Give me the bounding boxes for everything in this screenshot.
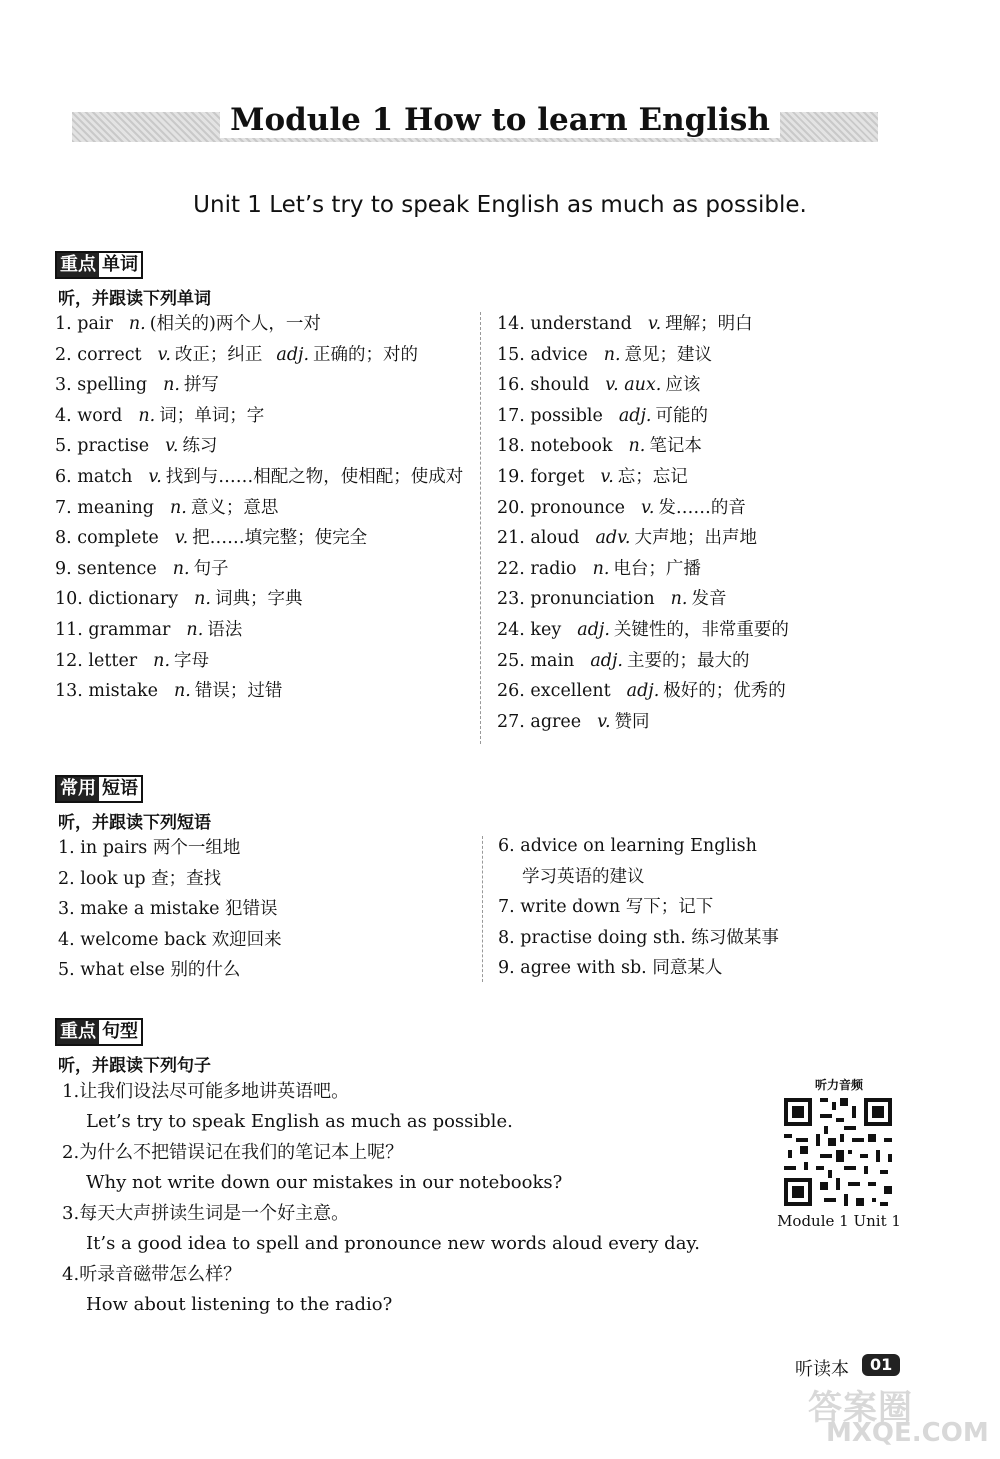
word-text: agree <box>530 711 582 732</box>
part-of-speech: n. <box>628 436 646 457</box>
word-text: should <box>530 375 590 396</box>
phrase-chinese: 犯错误 <box>225 899 278 920</box>
word-meaning: 大声地；出声地 <box>634 528 757 549</box>
part-of-speech: v. aux. <box>605 375 662 396</box>
word-meaning: 极好的；优秀的 <box>663 681 786 702</box>
phrase-number: 6. <box>498 836 515 856</box>
badge-light-part: 短语 <box>99 777 141 801</box>
word-entry <box>55 646 465 677</box>
word-entry <box>497 401 917 432</box>
sentence-entry <box>62 1259 762 1320</box>
part-of-speech: n. <box>172 558 190 579</box>
word-meaning: 练习 <box>182 436 218 457</box>
sentence-number: 4. <box>62 1264 80 1285</box>
word-text: notebook <box>530 436 613 457</box>
word-entry <box>497 340 917 371</box>
word-meaning: 发音 <box>691 589 727 610</box>
sentence-chinese <box>62 1198 762 1229</box>
word-number: 26. <box>497 681 525 702</box>
word-number: 22. <box>497 558 525 579</box>
part-of-speech: adj. <box>276 344 310 365</box>
part-of-speech: adj. <box>577 619 610 640</box>
word-entry <box>497 523 917 554</box>
word-number: 3. <box>55 375 72 396</box>
phrase-chinese: 别的什么 <box>170 960 241 981</box>
word-entry <box>55 431 465 462</box>
word-text: key <box>530 619 562 640</box>
phrase-chinese: 两个一组地 <box>152 838 241 858</box>
part-of-speech: v. <box>148 466 162 487</box>
word-text: forget <box>530 466 585 487</box>
word-meaning: 发……的音 <box>658 497 746 518</box>
phrase-english: welcome back <box>80 929 207 950</box>
sentence-entry <box>62 1137 762 1198</box>
word-number: 12. <box>55 650 83 671</box>
phrase-english: what else <box>80 960 165 981</box>
word-number: 11. <box>55 619 83 640</box>
phrase-chinese: 练习做某事 <box>691 927 779 948</box>
sentence-number: 3. <box>62 1203 80 1224</box>
part-of-speech: adv. <box>595 528 631 549</box>
words-divider <box>480 312 481 744</box>
sentence-chinese-text: 让我们设法尽可能多地讲英语吧。 <box>79 1081 350 1102</box>
word-entry <box>55 554 465 585</box>
sentence-chinese-text: 听录音磁带怎么样？ <box>79 1264 242 1285</box>
part-of-speech: v. <box>600 466 614 487</box>
word-entry <box>55 676 465 707</box>
word-number: 1. <box>55 314 72 334</box>
word-meaning: 错误；过错 <box>194 681 283 702</box>
word-number: 4. <box>55 405 72 426</box>
word-entry <box>55 493 465 524</box>
word-text: correct <box>77 344 142 365</box>
word-entry <box>55 462 465 493</box>
phrase-english: write down <box>520 897 621 918</box>
word-text: excellent <box>530 681 611 702</box>
phrase-english: advice on learning English <box>520 836 757 856</box>
word-meaning: 拼写 <box>183 375 219 396</box>
part-of-speech: n. <box>592 558 610 579</box>
sentence-entry <box>62 1198 762 1259</box>
phrase-english: practise doing sth. <box>520 927 686 948</box>
word-number: 10. <box>55 589 83 610</box>
words-section-badge <box>55 251 143 279</box>
word-text: understand <box>530 314 632 334</box>
phrases-list-left <box>58 833 468 986</box>
badge-dark-part: 重点 <box>57 1020 99 1044</box>
qr-label: 听力音频 <box>814 1078 863 1092</box>
phrases-section-badge <box>55 775 143 803</box>
sentence-chinese-text: 为什么不把错误记在我们的笔记本上呢？ <box>79 1142 404 1163</box>
word-number: 17. <box>497 405 525 426</box>
phrase-number: 3. <box>58 899 75 920</box>
word-meaning: 正确的；对的 <box>313 344 419 365</box>
word-number: 19. <box>497 466 525 487</box>
word-entry <box>497 462 917 493</box>
word-number: 21. <box>497 528 525 549</box>
word-text: practise <box>77 436 150 457</box>
qr-code-icon[interactable] <box>780 1094 896 1210</box>
badge-dark-part: 常用 <box>57 777 99 801</box>
phrase-entry <box>58 955 468 986</box>
word-meaning: 字母 <box>174 650 210 671</box>
sentence-chinese <box>62 1137 762 1168</box>
phrase-entry <box>58 925 468 956</box>
word-text: spelling <box>77 375 148 396</box>
phrase-chinese: 学习英语的建议 <box>522 866 645 887</box>
word-meaning: 忘；忘记 <box>617 466 688 487</box>
word-number: 8. <box>55 528 72 549</box>
sentences-instruction: 听，并跟读下列句子 <box>58 1056 211 1076</box>
word-entry <box>55 615 465 646</box>
word-text: advice <box>530 344 588 365</box>
word-number: 6. <box>55 466 72 487</box>
phrase-entry <box>498 892 918 923</box>
word-number: 9. <box>55 558 72 579</box>
word-meaning: 可能的 <box>655 405 708 426</box>
part-of-speech: v. <box>174 528 189 549</box>
word-entry <box>497 615 917 646</box>
word-entry <box>55 401 465 432</box>
word-text: pronunciation <box>530 589 655 610</box>
badge-light-part: 句型 <box>99 1020 141 1044</box>
sentences-list <box>62 1076 762 1320</box>
unit-title: Unit 1 Let’s try to speak English as much as possible. <box>193 192 807 218</box>
part-of-speech: adj. <box>626 681 660 702</box>
phrase-english: look up <box>80 868 146 889</box>
badge-light-part: 单词 <box>99 253 141 277</box>
phrase-entry <box>498 831 918 892</box>
word-meaning: 意见；建议 <box>624 344 713 365</box>
word-entry <box>497 493 917 524</box>
word-meaning: 赞同 <box>614 711 650 732</box>
phrase-entry <box>58 833 468 864</box>
page-number: 01 <box>862 1354 900 1376</box>
sentence-english: How about listening to the radio? <box>86 1294 393 1315</box>
word-number: 20. <box>497 497 525 518</box>
word-text: mistake <box>88 681 159 702</box>
words-list-right <box>497 309 917 737</box>
footer-label: 听读本 <box>795 1359 849 1380</box>
sentence-english: Why not write down our mistakes in our notebooks? <box>86 1172 563 1193</box>
word-text: main <box>530 650 575 671</box>
word-meaning: 改正；纠正 <box>174 344 263 365</box>
word-number: 16. <box>497 375 525 396</box>
phrase-number: 8. <box>498 927 515 948</box>
part-of-speech: n. <box>163 375 180 396</box>
phrases-divider <box>482 836 483 982</box>
qr-caption: Module 1 Unit 1 <box>777 1212 901 1230</box>
word-text: possible <box>530 405 603 426</box>
phrase-chinese: 写下；记下 <box>625 897 714 918</box>
word-entry <box>497 431 917 462</box>
phrase-number: 4. <box>58 929 75 950</box>
word-number: 14. <box>497 314 525 334</box>
word-entry <box>497 309 917 340</box>
part-of-speech: n. <box>603 344 621 365</box>
part-of-speech: n. <box>174 681 191 702</box>
word-meaning: 电台；广播 <box>613 558 701 579</box>
module-title: Module 1 How to learn English <box>0 102 1000 138</box>
part-of-speech: v. <box>157 344 171 365</box>
word-number: 24. <box>497 619 525 640</box>
watermark-url: MXQE.COM <box>826 1418 989 1448</box>
word-number: 2. <box>55 344 72 365</box>
phrase-number: 1. <box>58 838 75 858</box>
word-text: radio <box>530 558 577 579</box>
word-entry <box>55 370 465 401</box>
word-text: letter <box>88 650 138 671</box>
word-entry <box>497 584 917 615</box>
words-list-left <box>55 309 465 707</box>
word-entry <box>55 523 465 554</box>
word-meaning: 应该 <box>665 375 701 396</box>
word-text: complete <box>77 528 159 549</box>
word-text: pair <box>77 314 113 334</box>
word-meaning: 句子 <box>193 558 229 579</box>
word-text: match <box>77 466 133 487</box>
sentence-english: It’s a good idea to spell and pronounce new words aloud every day. <box>86 1233 700 1254</box>
part-of-speech: n. <box>170 497 187 518</box>
word-number: 27. <box>497 711 525 732</box>
phrase-chinese: 查；查找 <box>151 868 222 889</box>
part-of-speech: n. <box>138 405 156 426</box>
sentence-english: Let’s try to speak English as much as possible. <box>86 1111 513 1132</box>
phrase-entry <box>498 923 918 954</box>
word-entry <box>55 309 465 340</box>
word-meaning: 主要的；最大的 <box>626 650 750 671</box>
part-of-speech: n. <box>186 619 204 640</box>
sentence-number: 2. <box>62 1142 80 1163</box>
sentence-chinese-text: 每天大声拼读生词是一个好主意。 <box>79 1203 350 1224</box>
sentence-chinese <box>62 1259 762 1290</box>
badge-dark-part: 重点 <box>57 253 99 277</box>
words-instruction: 听，并跟读下列单词 <box>58 289 211 309</box>
sentence-number: 1. <box>62 1081 80 1102</box>
word-entry <box>497 707 917 738</box>
phrase-number: 7. <box>498 897 515 918</box>
phrase-number: 5. <box>58 960 75 981</box>
word-meaning: 词；单词；字 <box>159 405 265 426</box>
word-number: 23. <box>497 589 525 610</box>
sentence-entry <box>62 1076 762 1137</box>
word-text: pronounce <box>530 497 626 518</box>
word-text: aloud <box>530 528 580 549</box>
watermark-logo: 答案圈 <box>808 1388 913 1428</box>
word-meaning: 找到与……相配之物，使相配；使成对 <box>165 466 464 487</box>
word-entry <box>497 646 917 677</box>
word-text: meaning <box>77 497 155 518</box>
part-of-speech: adj. <box>618 405 652 426</box>
word-meaning: (相关的)两个人，一对 <box>149 314 321 334</box>
word-entry <box>55 340 465 371</box>
sentences-section-badge <box>55 1018 143 1046</box>
part-of-speech: n. <box>670 589 688 610</box>
word-number: 25. <box>497 650 525 671</box>
part-of-speech: v. <box>647 314 662 334</box>
phrase-entry <box>58 894 468 925</box>
word-meaning: 理解；明白 <box>665 314 753 334</box>
word-text: sentence <box>77 558 157 579</box>
word-entry <box>497 554 917 585</box>
phrase-number: 2. <box>58 868 75 889</box>
phrase-english: make a mistake <box>80 899 220 920</box>
sentence-chinese <box>62 1076 762 1107</box>
word-meaning: 关键性的，非常重要的 <box>613 619 789 640</box>
word-meaning: 把……填完整；使完全 <box>192 528 368 549</box>
word-number: 15. <box>497 344 525 365</box>
word-number: 13. <box>55 681 83 702</box>
word-meaning: 语法 <box>207 619 243 640</box>
word-number: 18. <box>497 436 525 457</box>
part-of-speech: n. <box>153 650 171 671</box>
word-text: word <box>77 405 123 426</box>
word-entry <box>497 676 917 707</box>
part-of-speech: v. <box>597 711 611 732</box>
phrase-english: in pairs <box>80 838 148 858</box>
phrases-instruction: 听，并跟读下列短语 <box>58 813 211 833</box>
word-entry <box>55 584 465 615</box>
part-of-speech: n. <box>128 314 146 334</box>
phrase-chinese: 欢迎回来 <box>211 929 282 950</box>
word-text: grammar <box>88 619 171 640</box>
word-meaning: 笔记本 <box>649 436 702 457</box>
phrases-list-right <box>498 831 918 984</box>
word-entry <box>497 370 917 401</box>
part-of-speech: v. <box>641 497 655 518</box>
phrase-entry <box>498 953 918 984</box>
phrase-number: 9. <box>498 958 515 979</box>
part-of-speech: n. <box>194 589 211 610</box>
word-text: dictionary <box>88 589 179 610</box>
phrase-entry <box>58 864 468 895</box>
phrase-english: agree with sb. <box>520 958 647 979</box>
part-of-speech: adj. <box>590 650 623 671</box>
phrase-chinese: 同意某人 <box>652 958 723 979</box>
word-number: 7. <box>55 497 72 518</box>
word-number: 5. <box>55 436 72 457</box>
word-meaning: 意义；意思 <box>190 497 279 518</box>
part-of-speech: v. <box>165 436 179 457</box>
word-meaning: 词典；字典 <box>215 589 303 610</box>
